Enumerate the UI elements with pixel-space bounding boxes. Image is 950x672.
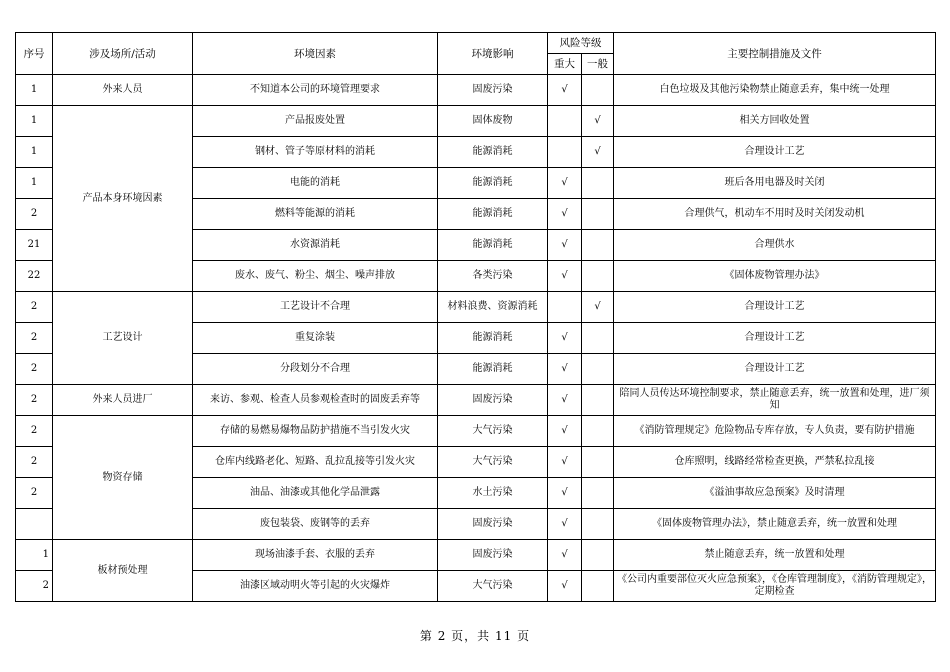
impact-cell: 能源消耗 bbox=[438, 168, 548, 199]
seq-cell: 2 bbox=[16, 447, 53, 478]
major-check: √ bbox=[548, 199, 582, 230]
general-check bbox=[582, 509, 614, 540]
group-cell: 板材预处理 bbox=[53, 540, 193, 602]
general-check bbox=[582, 571, 614, 602]
factor-cell: 钢材、管子等原材料的消耗 bbox=[193, 137, 438, 168]
measure-cell: 合理设计工艺 bbox=[614, 292, 936, 323]
table-row bbox=[16, 540, 936, 571]
seq-cell: 1 bbox=[16, 75, 53, 106]
measure-cell: 相关方回收处置 bbox=[614, 106, 936, 137]
general-check bbox=[582, 385, 614, 416]
major-check: √ bbox=[548, 447, 582, 478]
seq-cell: 22 bbox=[16, 261, 53, 292]
impact-cell: 固废污染 bbox=[438, 540, 548, 571]
impact-cell: 材料浪费、资源消耗 bbox=[438, 292, 548, 323]
group-cell: 工艺设计 bbox=[53, 292, 193, 385]
general-check: √ bbox=[582, 106, 614, 137]
group-cell: 外来人员进厂 bbox=[53, 385, 193, 416]
impact-cell: 固废污染 bbox=[438, 75, 548, 106]
impact-cell: 各类污染 bbox=[438, 261, 548, 292]
header-risk: 风险等级 bbox=[548, 33, 614, 54]
measure-cell: 仓库照明，线路经常检查更换，严禁私拉乱接 bbox=[614, 447, 936, 478]
measure-cell: 合理设计工艺 bbox=[614, 354, 936, 385]
impact-cell: 能源消耗 bbox=[438, 137, 548, 168]
impact-cell: 大气污染 bbox=[438, 447, 548, 478]
major-check: √ bbox=[548, 75, 582, 106]
factor-cell: 来访、参观、检查人员参观检查时的固废丢弃等 bbox=[193, 385, 438, 416]
general-check bbox=[582, 199, 614, 230]
general-check bbox=[582, 478, 614, 509]
general-check bbox=[582, 323, 614, 354]
major-check bbox=[548, 292, 582, 323]
impact-cell: 固废污染 bbox=[438, 509, 548, 540]
general-check bbox=[582, 354, 614, 385]
table-row bbox=[16, 385, 936, 416]
table-row bbox=[16, 75, 936, 106]
seq-cell: 1 bbox=[16, 137, 53, 168]
measure-cell: 《消防管理规定》危险物品专库存放，专人负责，要有防护措施 bbox=[614, 416, 936, 447]
general-check bbox=[582, 416, 614, 447]
factor-cell: 不知道本公司的环境管理要求 bbox=[193, 75, 438, 106]
seq-cell: 2 bbox=[16, 478, 53, 509]
factor-cell: 油漆区域动明火等引起的火灾爆炸 bbox=[193, 571, 438, 602]
measure-cell: 合理设计工艺 bbox=[614, 137, 936, 168]
seq-cell: 1 bbox=[16, 106, 53, 137]
measure-cell: 《固体废物管理办法》，禁止随意丢弃，统一放置和处理 bbox=[614, 509, 936, 540]
group-cell: 外来人员 bbox=[53, 75, 193, 106]
major-check: √ bbox=[548, 416, 582, 447]
seq-cell: 2 bbox=[16, 354, 53, 385]
major-check bbox=[548, 137, 582, 168]
impact-cell: 固废污染 bbox=[438, 385, 548, 416]
factor-cell: 分段划分不合理 bbox=[193, 354, 438, 385]
impact-cell: 固体废物 bbox=[438, 106, 548, 137]
major-check: √ bbox=[548, 323, 582, 354]
seq-cell: 2 bbox=[16, 571, 53, 602]
general-check: √ bbox=[582, 137, 614, 168]
major-check: √ bbox=[548, 385, 582, 416]
measure-cell: 班后各用电器及时关闭 bbox=[614, 168, 936, 199]
major-check: √ bbox=[548, 168, 582, 199]
measure-cell: 合理供气，机动车不用时及时关闭发动机 bbox=[614, 199, 936, 230]
factor-cell: 仓库内线路老化、短路、乱拉乱接等引发火灾 bbox=[193, 447, 438, 478]
measure-cell: 合理设计工艺 bbox=[614, 323, 936, 354]
major-check: √ bbox=[548, 261, 582, 292]
header-factor: 环境因素 bbox=[193, 33, 438, 75]
impact-cell: 能源消耗 bbox=[438, 199, 548, 230]
header-general: 一般 bbox=[582, 54, 614, 75]
general-check bbox=[582, 230, 614, 261]
seq-cell: 2 bbox=[16, 292, 53, 323]
impact-cell: 能源消耗 bbox=[438, 354, 548, 385]
group-cell: 产品本身环境因素 bbox=[53, 106, 193, 292]
major-check: √ bbox=[548, 354, 582, 385]
factor-cell: 水资源消耗 bbox=[193, 230, 438, 261]
factor-cell: 燃料等能源的消耗 bbox=[193, 199, 438, 230]
measure-cell: 白色垃圾及其他污染物禁止随意丢弃，集中统一处理 bbox=[614, 75, 936, 106]
major-check: √ bbox=[548, 230, 582, 261]
impact-cell: 能源消耗 bbox=[438, 323, 548, 354]
measure-cell: 《溢油事故应急预案》及时清理 bbox=[614, 478, 936, 509]
major-check bbox=[548, 106, 582, 137]
seq-cell: 2 bbox=[16, 323, 53, 354]
measure-cell: 《公司内重要部位灭火应急预案》，《仓库管理制度》，《消防管理规定》，定期检查 bbox=[614, 571, 936, 602]
header-place: 涉及场所/活动 bbox=[53, 33, 193, 75]
page-number-footer: 第 2 页，共 11 页 bbox=[419, 629, 531, 643]
header-major: 重大 bbox=[548, 54, 582, 75]
measure-cell: 《固体废物管理办法》 bbox=[614, 261, 936, 292]
seq-cell: 2 bbox=[16, 416, 53, 447]
seq-cell: 1 bbox=[16, 540, 53, 571]
table-row bbox=[16, 292, 936, 323]
major-check: √ bbox=[548, 509, 582, 540]
seq-cell: 21 bbox=[16, 230, 53, 261]
header-impact: 环境影响 bbox=[438, 33, 548, 75]
table-row bbox=[16, 416, 936, 447]
header-seq: 序号 bbox=[16, 33, 53, 75]
factor-cell: 存储的易燃易爆物品防护措施不当引发火灾 bbox=[193, 416, 438, 447]
factor-cell: 废包装袋、废钢等的丢弃 bbox=[193, 509, 438, 540]
environment-factor-table bbox=[15, 32, 936, 602]
seq-cell: 1 bbox=[16, 168, 53, 199]
factor-cell: 产品报废处置 bbox=[193, 106, 438, 137]
factor-cell: 工艺设计不合理 bbox=[193, 292, 438, 323]
major-check: √ bbox=[548, 571, 582, 602]
major-check: √ bbox=[548, 478, 582, 509]
measure-cell: 禁止随意丢弃，统一放置和处理 bbox=[614, 540, 936, 571]
impact-cell: 水土污染 bbox=[438, 478, 548, 509]
impact-cell: 大气污染 bbox=[438, 416, 548, 447]
factor-cell: 现场油漆手套、衣服的丢弃 bbox=[193, 540, 438, 571]
general-check bbox=[582, 540, 614, 571]
general-check: √ bbox=[582, 292, 614, 323]
measure-cell: 陪同人员传达环境控制要求，禁止随意丢弃，统一放置和处理，进厂须知 bbox=[614, 385, 936, 416]
seq-cell: 2 bbox=[16, 385, 53, 416]
general-check bbox=[582, 447, 614, 478]
factor-cell: 油品、油漆或其他化学品泄露 bbox=[193, 478, 438, 509]
seq-cell: 2 bbox=[16, 199, 53, 230]
factor-cell: 重复涂装 bbox=[193, 323, 438, 354]
measure-cell: 合理供水 bbox=[614, 230, 936, 261]
group-cell: 物资存储 bbox=[53, 416, 193, 540]
factor-cell: 废水、废气、粉尘、烟尘、噪声排放 bbox=[193, 261, 438, 292]
general-check bbox=[582, 75, 614, 106]
header-measures: 主要控制措施及文件 bbox=[614, 33, 936, 75]
table-row bbox=[16, 106, 936, 137]
seq-cell bbox=[16, 509, 53, 540]
major-check: √ bbox=[548, 540, 582, 571]
factor-cell: 电能的消耗 bbox=[193, 168, 438, 199]
general-check bbox=[582, 261, 614, 292]
impact-cell: 能源消耗 bbox=[438, 230, 548, 261]
impact-cell: 大气污染 bbox=[438, 571, 548, 602]
general-check bbox=[582, 168, 614, 199]
